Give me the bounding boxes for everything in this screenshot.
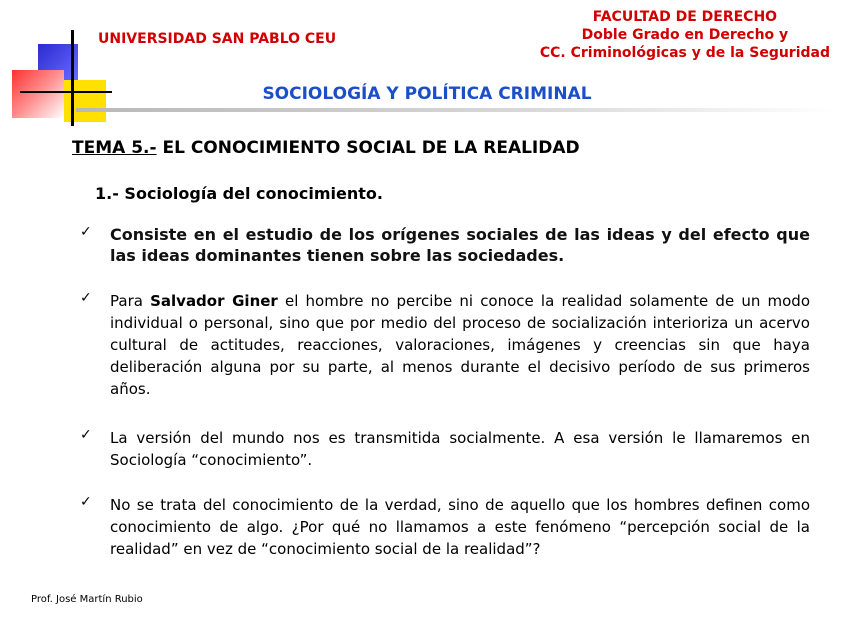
bullet-text: Consiste en el estudio de los orígenes sociales de las ideas y del efecto que las ideas dominantes tienen sobre las sociedades. [110, 225, 810, 265]
bullet-text-post: el hombre no percibe ni conoce la realidad solamente de un modo individual o personal, sino que por medio del proceso de socialización interioriza un acervo cultural de actitudes, reacciones, valoraciones, imágenes y creencias sin que haya deliberación alguna por su parte, al menos durante el decisivo período de sus primeros años. [110, 292, 810, 398]
checkmark-icon: ✓ [80, 427, 92, 443]
faculty-line-2: Doble Grado en Derecho y [581, 27, 789, 43]
bullet-item [80, 290, 810, 400]
checkmark-icon: ✓ [80, 224, 92, 240]
bullet-text [110, 290, 810, 400]
logo-vertical-line [71, 30, 74, 126]
faculty-line-1: FACULTAD DE DERECHO [592, 9, 778, 25]
bullet-text: No se trata del conocimiento de la verdad, sino de aquello que los hombres definen como conocimiento de algo. ¿Por qué no llamamos a este fenómeno “percepción social de la realidad” en vez de “conocimiento social de la realidad”? [110, 496, 810, 558]
course-title [0, 84, 848, 104]
faculty-block [540, 8, 830, 62]
course-title-text: SOCIOLOGÍA Y POLÍTICA CRIMINAL [262, 84, 592, 104]
university-name: UNIVERSIDAD SAN PABLO CEU [98, 31, 337, 47]
bullet-item [80, 224, 810, 266]
bullet-text-pre: Para [110, 292, 151, 310]
topic-heading [72, 138, 580, 158]
bullet-item [80, 494, 810, 560]
faculty-line-3: CC. Criminológicas y de la Seguridad [539, 45, 830, 61]
footer-author: Prof. José Martín Rubio [31, 594, 143, 605]
checkmark-icon: ✓ [80, 290, 92, 306]
header-divider [76, 108, 836, 112]
author-name: Salvador Giner [150, 292, 278, 310]
topic-prefix: TEMA 5.- [72, 138, 157, 158]
checkmark-icon: ✓ [80, 494, 92, 510]
topic-title: EL CONOCIMIENTO SOCIAL DE LA REALIDAD [156, 138, 580, 158]
section-heading: 1.- Sociología del conocimiento. [95, 184, 383, 203]
bullet-text: La versión del mundo nos es transmitida socialmente. A esa versión le llamaremos en Sociología “conocimiento”. [110, 429, 810, 469]
bullet-item [80, 427, 810, 471]
